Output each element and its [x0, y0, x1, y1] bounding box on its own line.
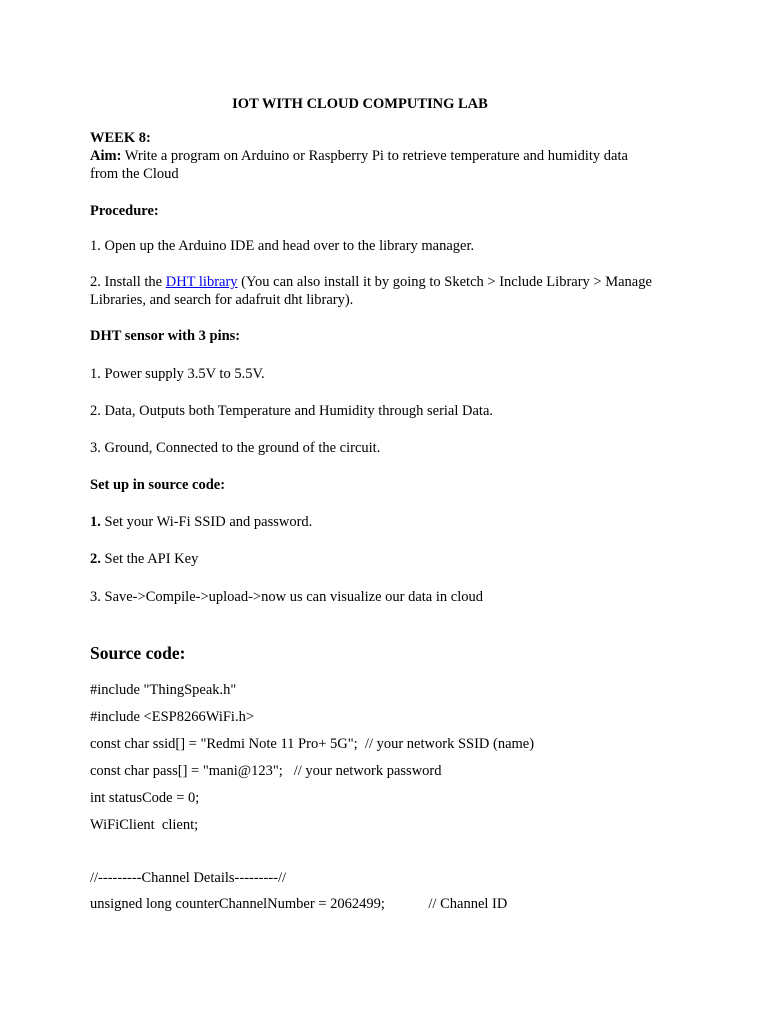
- aim-line-1: [90, 147, 628, 165]
- setup-step-2-number: 2.: [90, 551, 101, 567]
- aim-text: Write a program on Arduino or Raspberry Pi to retrieve temperature and humidity data: [121, 148, 628, 164]
- code-line: unsigned long counterChannelNumber = 2062499; // Channel ID: [90, 896, 508, 912]
- setup-step-2: [90, 550, 198, 568]
- setup-step-3: 3. Save->Compile->upload->now us can visualize our data in cloud: [90, 589, 483, 605]
- setup-step-2-text: Set the API Key: [100, 551, 199, 567]
- code-line: //---------Channel Details---------//: [90, 870, 287, 886]
- procedure-heading: Procedure:: [90, 203, 159, 219]
- code-line: const char ssid[] = "Redmi Note 11 Pro+ 5G"; // your network SSID (name): [90, 736, 535, 752]
- setup-step-1-number: 1.: [90, 514, 101, 530]
- dht-pin-1: 1. Power supply 3.5V to 5.5V.: [90, 366, 265, 382]
- setup-step-1-text: Set your Wi-Fi SSID and password.: [100, 514, 313, 530]
- code-line: #include "ThingSpeak.h": [90, 682, 237, 698]
- aim-label: Aim:: [90, 148, 122, 164]
- code-line: WiFiClient client;: [90, 817, 199, 833]
- dht-heading: DHT sensor with 3 pins:: [90, 328, 241, 344]
- procedure-step-2-prefix: 2. Install the: [90, 274, 166, 290]
- document-title: IOT WITH CLOUD COMPUTING LAB: [232, 96, 488, 112]
- procedure-step-2-suffix: (You can also install it by going to Sketch > Include Library > Manage: [237, 274, 652, 290]
- procedure-step-2: [90, 273, 652, 291]
- setup-step-1: [90, 513, 312, 531]
- setup-heading: Set up in source code:: [90, 477, 226, 493]
- dht-pin-3: 3. Ground, Connected to the ground of the circuit.: [90, 440, 381, 456]
- dht-library-link[interactable]: DHT library: [165, 274, 238, 290]
- procedure-step-1: 1. Open up the Arduino IDE and head over to the library manager.: [90, 238, 475, 254]
- code-line: #include <ESP8266WiFi.h>: [90, 709, 254, 725]
- dht-pin-2: 2. Data, Outputs both Temperature and Humidity through serial Data.: [90, 403, 494, 419]
- procedure-step-2-line-2: Libraries, and search for adafruit dht library).: [90, 292, 354, 308]
- source-code-heading: Source code:: [90, 643, 186, 663]
- code-line: const char pass[] = "mani@123"; // your network password: [90, 763, 442, 779]
- code-line: int statusCode = 0;: [90, 790, 200, 806]
- aim-line-2: from the Cloud: [90, 166, 179, 182]
- week-label: WEEK 8:: [90, 130, 151, 146]
